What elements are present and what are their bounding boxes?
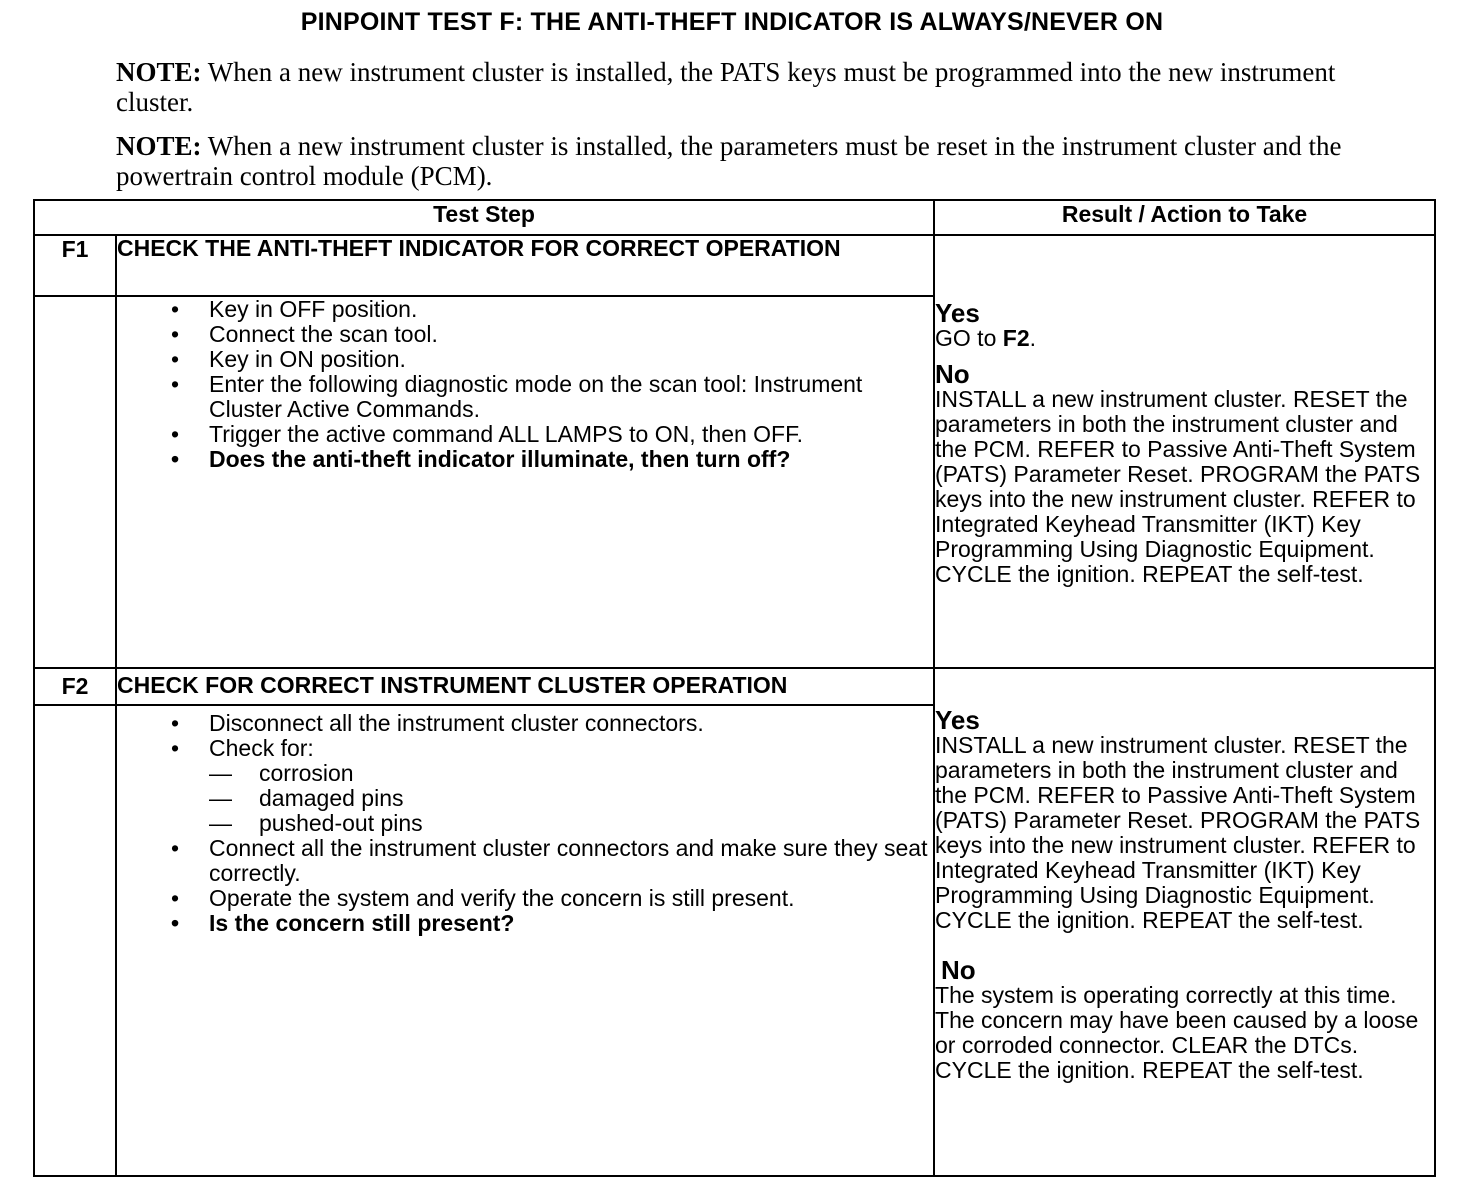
dash-marker: — — [209, 785, 232, 811]
dash-marker: — — [209, 810, 232, 836]
result-yes-text: INSTALL a new instrument cluster. RESET the parameters in both the instrument cluster and the PCM. REFER to Passive Anti-Theft System (PATS) Parameter Reset. PROGRAM the PATS keys into the new instrument cluster. REFER to Integrated Keyhead Transmitter (IKT) Key Programming Using Diagnostic Equipment. CYCLE the ignition. REPEAT the self-test. — [935, 732, 1421, 933]
page-title: PINPOINT TEST F: THE ANTI-THEFT INDICATOR IS ALWAYS/NEVER ON — [300, 8, 1164, 36]
sub-list-item: — pushed-out pins — [209, 810, 423, 836]
list-item: • Disconnect all the instrument cluster connectors. — [209, 711, 933, 736]
list-item: • Key in ON position. — [209, 347, 933, 372]
step-body-f2 — [116, 705, 934, 1176]
note-parameters-reset — [116, 131, 1356, 191]
list-item-question: • Does the anti-theft indicator illuminate, then turn off? — [209, 447, 933, 472]
step-f2-title-row — [34, 668, 1435, 705]
list-item: • Connect all the instrument cluster connectors and make sure they seat correctly. — [209, 836, 933, 886]
note-text: When a new instrument cluster is installed, the parameters must be reset in the instrument cluster and the powertrain control module (PCM). — [116, 131, 1342, 191]
list-item: • Check for: — [209, 736, 933, 761]
header-test-step: Test Step — [34, 200, 934, 235]
list-item: • Operate the system and verify the concern is still present. — [209, 886, 933, 911]
result-no-text: The system is operating correctly at this time. The concern may have been caused by a loose or corroded connector. CLEAR the DTCs. CYCLE the ignition. REPEAT the self-test. — [935, 982, 1419, 1083]
result-no-label: No — [935, 359, 970, 389]
note-label: NOTE: — [116, 57, 202, 87]
list-item: • Connect the scan tool. — [209, 322, 933, 347]
sub-list-item: — damaged pins — [209, 785, 404, 811]
note-label: NOTE: — [116, 131, 202, 161]
step-f1-title-row — [34, 235, 1435, 296]
header-result-action: Result / Action to Take — [934, 200, 1435, 235]
step-title-f2: CHECK FOR CORRECT INSTRUMENT CLUSTER OPERATION — [116, 668, 934, 705]
result-f1 — [934, 235, 1435, 668]
list-item: • Trigger the active command ALL LAMPS to ON, then OFF. — [209, 422, 933, 447]
pinpoint-test-table — [33, 199, 1436, 1177]
step-id-f1: F1 — [34, 235, 116, 296]
list-item-question: • Is the concern still present? — [209, 911, 933, 936]
sub-list-item: — corrosion — [209, 760, 354, 786]
result-yes-label: Yes — [935, 298, 980, 328]
step-id-f2: F2 — [34, 668, 116, 705]
result-yes-text: GO to F2. — [935, 325, 1036, 351]
result-yes-label: Yes — [935, 705, 980, 735]
step-body-f1 — [116, 296, 934, 668]
result-no-text: INSTALL a new instrument cluster. RESET the parameters in both the instrument cluster and the PCM. REFER to Passive Anti-Theft System (PATS) Parameter Reset. PROGRAM the PATS keys into the new instrument cluster. REFER to Integrated Keyhead Transmitter (IKT) Key Programming Using Diagnostic Equipment. CYCLE the ignition. REPEAT the self-test. — [935, 386, 1421, 587]
note-pats-keys — [116, 57, 1356, 117]
step-id-spacer — [34, 296, 116, 668]
dash-marker: — — [209, 760, 232, 786]
list-item: • Enter the following diagnostic mode on the scan tool: Instrument Cluster Active Commands. — [209, 372, 933, 422]
table-header-row — [34, 200, 1435, 235]
result-no-label: No — [941, 955, 976, 985]
list-item: • Key in OFF position. — [209, 297, 933, 322]
step-title-f1: CHECK THE ANTI-THEFT INDICATOR FOR CORRECT OPERATION — [116, 235, 934, 296]
result-f2 — [934, 668, 1435, 1176]
step-id-spacer — [34, 705, 116, 1176]
note-text: When a new instrument cluster is installed, the PATS keys must be programmed into the new instrument cluster. — [116, 57, 1336, 117]
